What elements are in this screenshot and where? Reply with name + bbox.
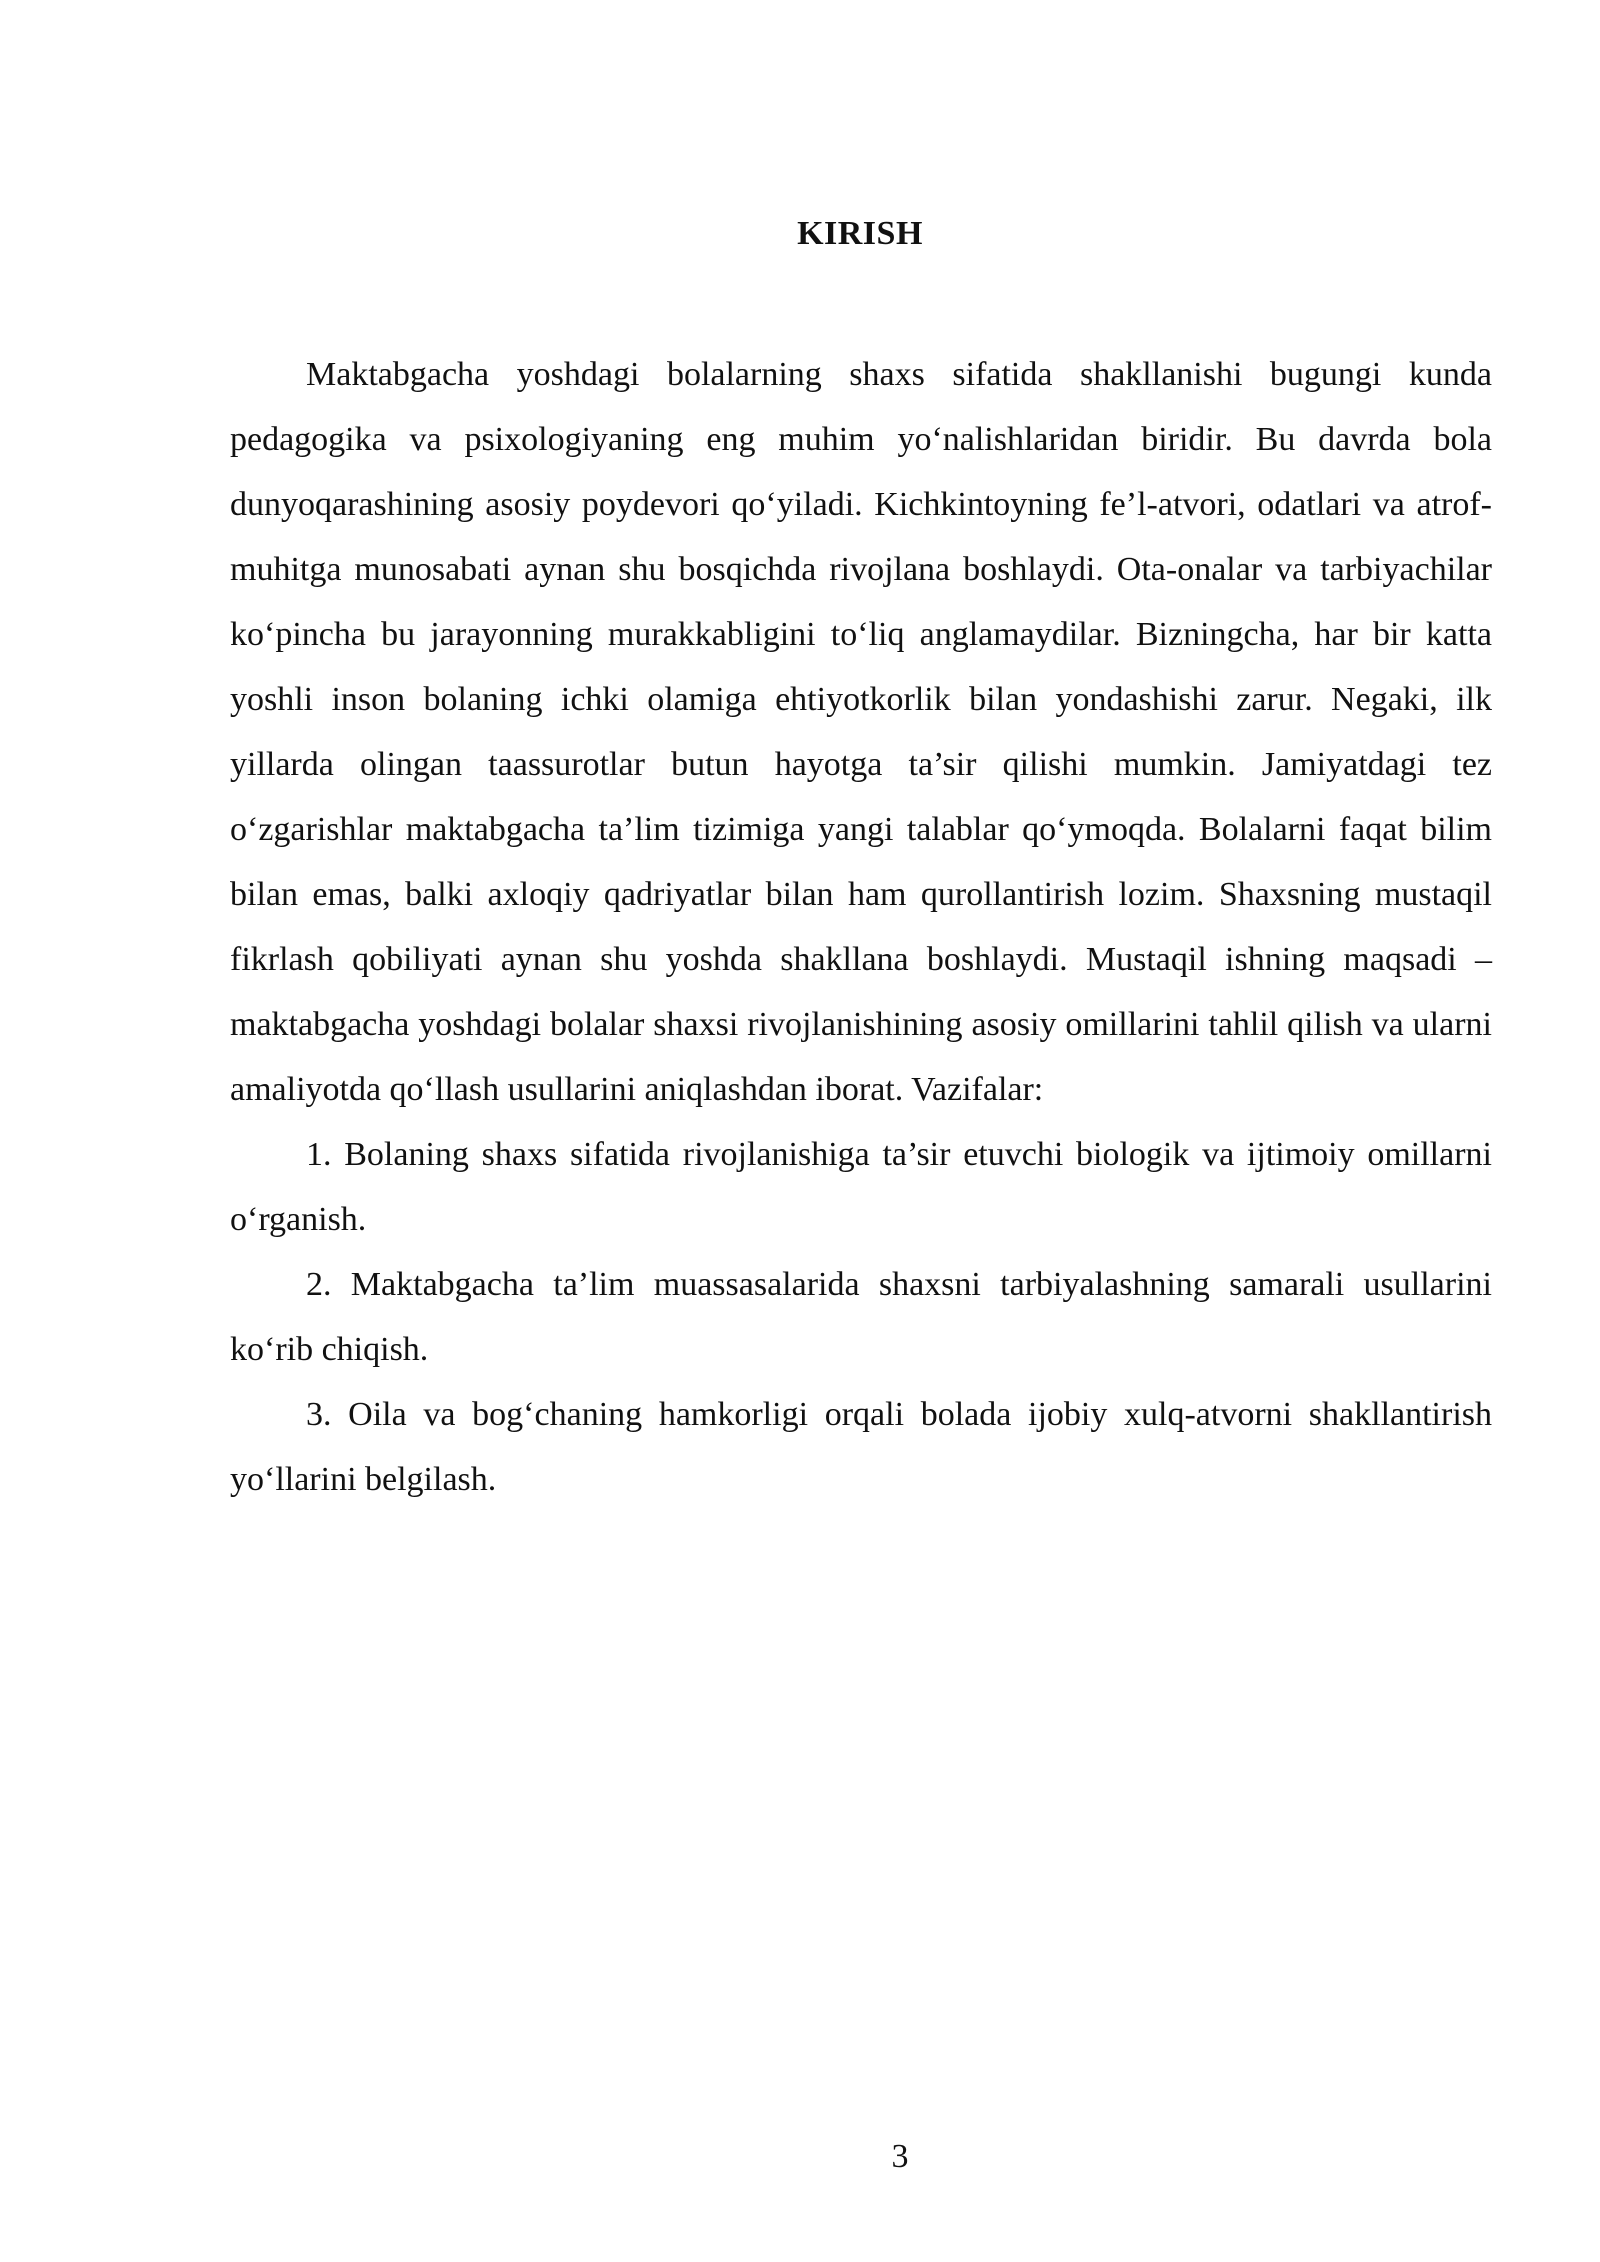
page-number: 3 bbox=[891, 2138, 909, 2175]
body-text bbox=[230, 342, 1492, 1512]
task-item-3: 3. Oila va bog‘chaning hamkorligi orqali bolada ijobiy xulq-atvorni shakllantirish yo‘llarini belgilash. bbox=[230, 1396, 1492, 1498]
intro-paragraph: Maktabgacha yoshdagi bolalarning shaxs sifatida shakllanishi bugungi kunda pedagogika va psixologiyaning eng muhim yo‘nalishlaridan biridir. Bu davrda bola dunyoqarashining asosiy poydevori qo‘yiladi. Kichkintoyning fe’l-atvori, odatlari va atrof-muhitga munosabati aynan shu bosqichda rivojlana boshlaydi. Ota-onalar va tarbiyachilar ko‘pincha bu jarayonning murakkabligini to‘liq anglamaydilar. Bizningcha, har bir katta yoshli inson bolaning ichki olamiga ehtiyotkorlik bilan yondashishi zarur. Negaki, ilk yillarda olingan taassurotlar butun hayotga ta’sir qilishi mumkin. Jamiyatdagi tez o‘zgarishlar maktabgacha ta’lim tizimiga yangi talablar qo‘ymoqda. Bolalarni faqat bilim bilan emas, balki axloqiy qadriyatlar bilan ham qurollantirish lozim. Shaxsning mustaqil fikrlash qobiliyati aynan shu yoshda shakllana boshlaydi. Mustaqil ishning maqsadi – maktabgacha yoshdagi bolalar shaxsi rivojlanishining asosiy omillarini tahlil qilish va ularni amaliyotda qo‘llash usullarini aniqlashdan iborat. Vazifalar: bbox=[230, 356, 1492, 1108]
task-item-1: 1. Bolaning shaxs sifatida rivojlanishiga ta’sir etuvchi biologik va ijtimoiy omillarni o‘rganish. bbox=[230, 1136, 1492, 1238]
task-item-2: 2. Maktabgacha ta’lim muassasalarida shaxsni tarbiyalashning samarali usullarini ko‘rib chiqish. bbox=[230, 1266, 1492, 1368]
page-title: KIRISH bbox=[797, 215, 923, 252]
